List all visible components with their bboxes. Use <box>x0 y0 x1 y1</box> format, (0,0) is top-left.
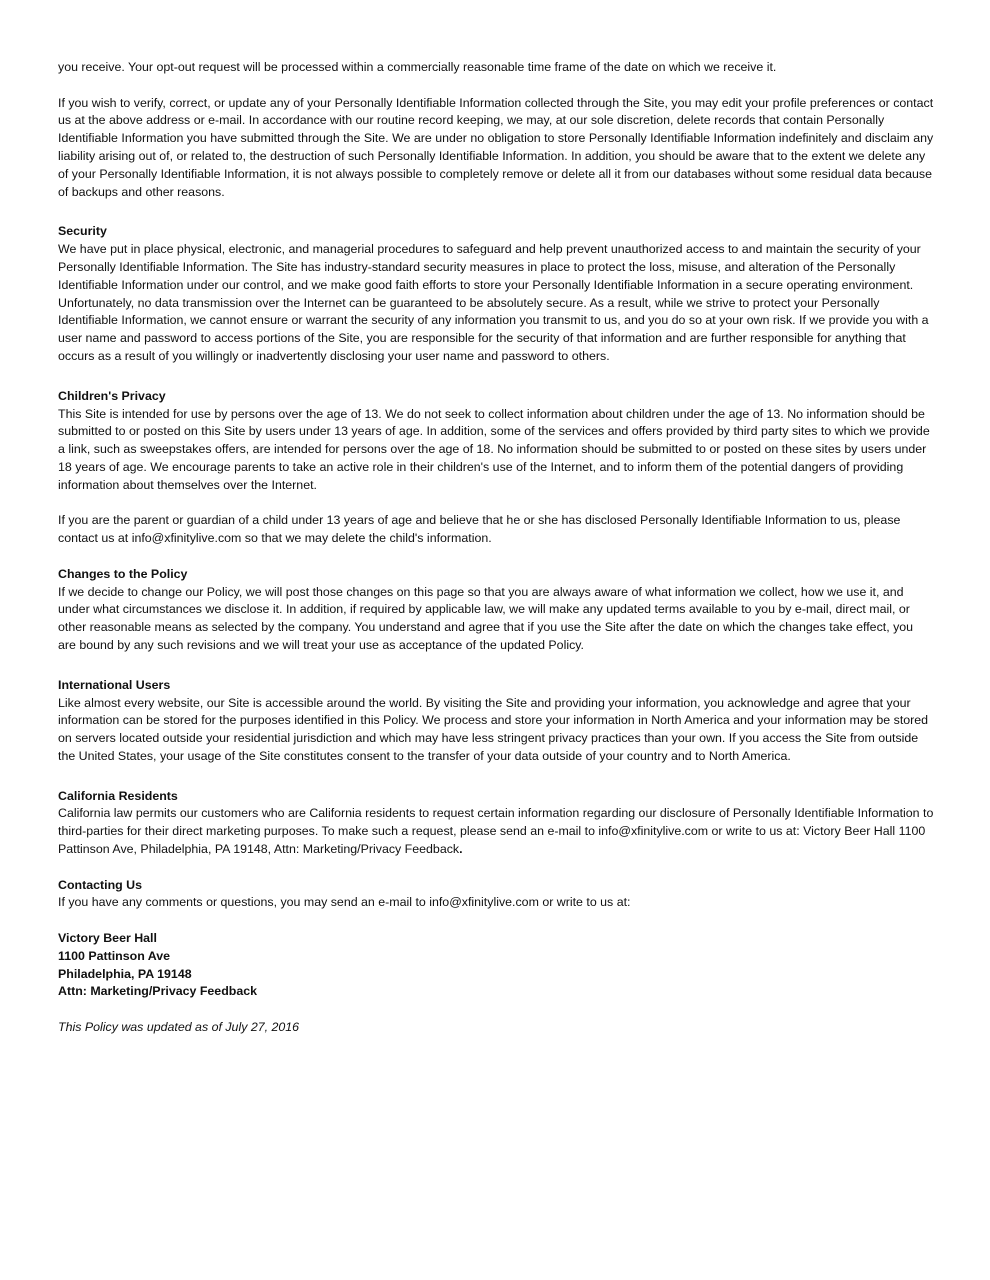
section-california-residents <box>58 788 934 859</box>
policy-updated-date: This Policy was updated as of July 27, 2016 <box>58 1020 300 1035</box>
intro-paragraph-1: you receive. Your opt-out request will be processed within a commercially reasonable time frame of the date on which we receive it. <box>58 60 777 74</box>
section-childrens-privacy <box>58 388 934 548</box>
spacer <box>58 548 934 566</box>
section-heading-international-users: International Users <box>58 677 171 692</box>
spacer <box>58 1001 934 1019</box>
spacer <box>58 201 934 223</box>
california-residents-body <box>58 805 934 858</box>
spacer <box>58 366 934 388</box>
spacer <box>58 655 934 677</box>
section-contacting-us <box>58 877 934 1002</box>
section-heading-contacting-us: Contacting Us <box>58 877 142 892</box>
section-changes-to-policy <box>58 566 934 655</box>
spacer <box>58 912 934 930</box>
intro-paragraph-2: If you wish to verify, correct, or update any of your Personally Identifiable Information collected through the Site, you may edit your profile preferences or contact us at the above address or e-mail. In accordance with our routine record keeping, we may, at our sole discretion, delete records that contain Personally Identifiable Information you have submitted through the Site. We are under no obligation to store Personally Identifiable Information indefinitely and disclaim any liability arising out of, or related to, the destruction of such Personally Identifiable Information. In addition, you should be aware that to the extent we delete any of your Personally Identifiable Information, it is not always possible to completely remove or delete all it from our databases without some residual data because of backups and other reasons. <box>58 95 934 199</box>
address-line-attn: Attn: Marketing/Privacy Feedback <box>58 984 258 999</box>
contacting-us-body: If you have any comments or questions, you may send an e-mail to info@xfinitylive.com or write to us at: <box>58 895 631 910</box>
spacer <box>58 77 934 95</box>
spacer <box>58 766 934 788</box>
section-heading-childrens-privacy: Children's Privacy <box>58 388 166 403</box>
childrens-privacy-body: This Site is intended for use by persons over the age of 13. We do not seek to collect information about children under the age of 13. No information should be submitted to or posted on this Site by users under 13 years of age. In addition, some of the services and offers provided by third party sites to which we provide a link, such as sweepstakes offers, are intended for persons over the age of 18. No information should be submitted to or posted on these sites by users under 18 years of age. We encourage parents to take an active role in their children's use of the Internet, and to inform them of the potential dangers of providing information about themselves over the Internet. <box>58 406 930 492</box>
california-residents-text: California law permits our customers who are California residents to request certain information regarding our disclosure of Personally Identifiable Information to third-parties for their direct marketing purposes. To make such a request, please send an e-mail to info@xfinitylive.com or write to us at: Victory Beer Hall 1100 Pattinson Ave, Philadelphia, PA 19148, Attn: Marketing/Privacy Feedback <box>58 806 934 857</box>
section-international-users <box>58 677 934 766</box>
mailing-address <box>58 930 934 1001</box>
spacer <box>58 495 934 513</box>
section-security <box>58 223 934 365</box>
address-line-name: Victory Beer Hall <box>58 931 157 946</box>
international-users-body: Like almost every website, our Site is accessible around the world. By visiting the Site and providing your information, you acknowledge and agree that your information can be stored for the purposes identified in this Policy. We process and store your information in North America and your information may be stored on servers located outside your residential jurisdiction and which may have less stringent privacy practices than your own. If you access the Site from outside the United States, your usage of the Site constitutes consent to the transfer of your data outside of your country and to North America. <box>58 695 929 763</box>
address-line-city: Philadelphia, PA 19148 <box>58 966 192 981</box>
address-line-street: 1100 Pattinson Ave <box>58 948 171 963</box>
security-body: We have put in place physical, electronic, and managerial procedures to safeguard and help prevent unauthorized access to and maintain the security of your Personally Identifiable Information. The Site has industry-standard security measures in place to protect the loss, misuse, and alteration of the Personally Identifiable Information under our control, and we make good faith efforts to store your Personally Identifiable Information in a secure operating environment. Unfortunately, no data transmission over the Internet can be guaranteed to be absolutely secure. As a result, while we strive to protect your Personally Identifiable Information, we cannot ensure or warrant the security of any information you transmit to us, and you do so at your own risk. If we provide you with a user name and password to access portions of the Site, you are responsible for the security of that information and are further responsible for anything that occurs as a result of you willingly or inadvertently disclosing your user name and password to others. <box>58 242 929 363</box>
california-residents-end-mark: . <box>459 842 463 857</box>
spacer <box>58 859 934 877</box>
changes-to-policy-body: If we decide to change our Policy, we will post those changes on this page so that you are always aware of what information we collect, how we use it, and under what circumstances we disclose it. In addition, if required by applicable law, we will make any updated terms available to you by e-mail, direct mail, or other reasonable means as selected by the company. You understand and agree that if you use the Site after the date on which the changes take effect, you are bound by any such revisions and we will treat your use as acceptance of the updated Policy. <box>58 584 914 652</box>
section-heading-changes-to-policy: Changes to the Policy <box>58 566 188 581</box>
childrens-privacy-body-2: If you are the parent or guardian of a child under 13 years of age and believe that he or she has disclosed Personally Identifiable Information to us, please contact us at info@xfinitylive.com so that we may delete the child's information. <box>58 513 901 546</box>
section-heading-security: Security <box>58 224 107 239</box>
section-heading-california-residents: California Residents <box>58 788 178 803</box>
policy-document <box>58 59 934 1037</box>
